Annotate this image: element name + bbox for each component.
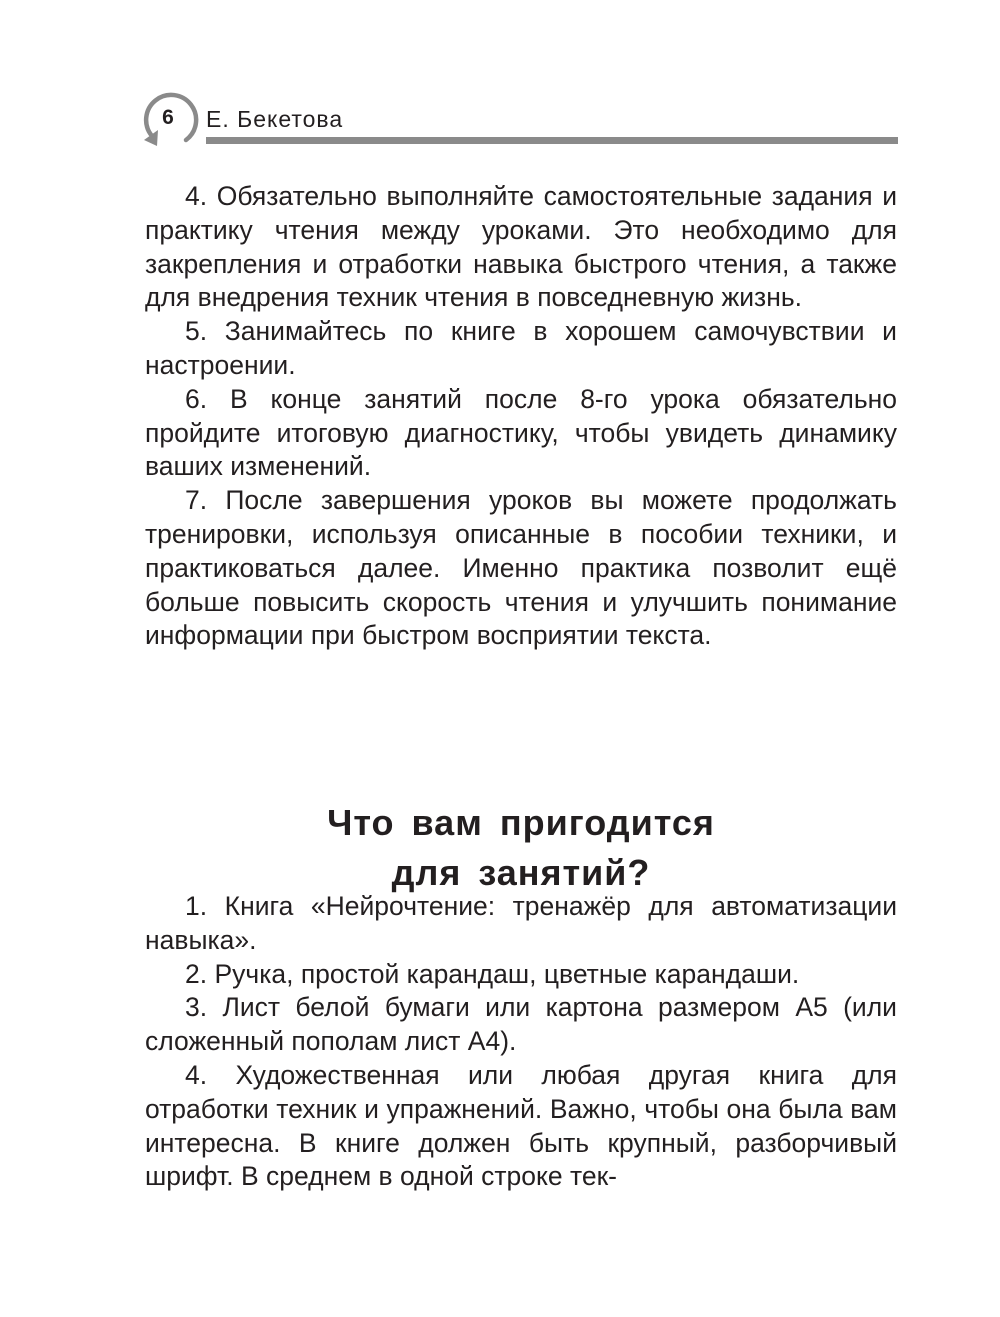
materials-list	[145, 890, 897, 1194]
list-item: 1. Книга «Нейрочтение: тренажёр для автоматизации навыка».	[145, 891, 897, 955]
list-item: 6. В конце занятий после 8-го урока обязательно пройдите итоговую диагностику, чтобы увидеть динамику ваших изменений.	[145, 383, 897, 482]
running-head-author: Е. Бекетова	[206, 106, 344, 132]
list-item: 4. Художественная или любая другая книга для отработки техник и упражнений. Важно, чтобы она была вам интересна. В книге должен быть крупный, разборчивый шрифт. В среднем в одной строке тек-	[145, 1059, 897, 1192]
list-item: 4. Обязательно выполняйте самостоятельные задания и практику чтения между уроками. Это необходимо для закрепления и отработки навыка быстрого чтения, а также для внедрения техник чтения в повседневную жизнь.	[145, 181, 897, 313]
page-number: 6	[162, 106, 174, 129]
list-item: 2. Ручка, простой карандаш, цветные карандаши.	[185, 958, 800, 989]
list-item: 5. Занимайтесь по книге в хорошем самочувствии и настроении.	[145, 316, 897, 380]
section-heading	[145, 798, 897, 898]
rules-list	[145, 180, 897, 653]
section-heading-line-2: для занятий?	[391, 851, 651, 893]
page-number-badge	[140, 90, 200, 150]
header-rule	[206, 137, 898, 144]
section-heading-line-1: Что вам пригодится	[327, 801, 715, 843]
page-header	[140, 90, 900, 150]
list-item: 7. После завершения уроков вы можете продолжать тренировки, используя описанные в пособии техники, и практиковаться далее. Именно практика позволит ещё больше повысить скорость чтения и улучшить понимание информации при быстром восприятии текста.	[145, 485, 897, 651]
list-item: 3. Лист белой бумаги или картона размером А5 (или сложенный пополам лист А4).	[145, 992, 897, 1057]
